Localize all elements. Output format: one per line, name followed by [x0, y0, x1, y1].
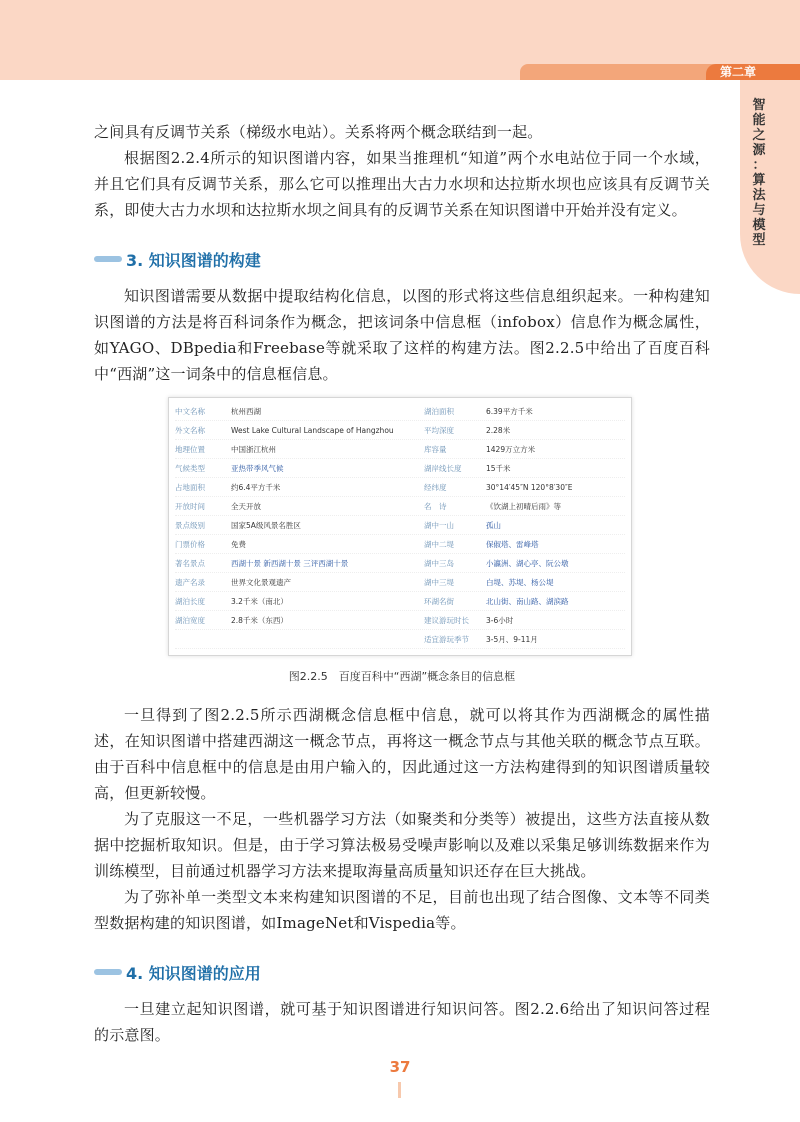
figure-caption: 图2.2.5 百度百科中“西湖”概念条目的信息框 — [288, 670, 516, 683]
infobox-key: 湖泊长度 — [175, 596, 205, 606]
infobox-value: 约6.4平方千米 — [231, 482, 281, 492]
side-title-char: 智 — [752, 98, 766, 113]
infobox-link[interactable]: 亚热带季风气候 — [231, 463, 284, 473]
page-number-tick — [398, 1082, 401, 1098]
infobox-figure — [168, 397, 632, 656]
infobox-key: 遗产名录 — [175, 577, 205, 587]
paragraph: 为了克服这一不足，一些机器学习方法（如聚类和分类等）被提出，这些方法直接从数据中挖掘析取知识。但是，由于学习算法极易受噪声影响以及难以采集足够训练数据来作为训练模型，目前通过机器学习方法来提取海量高质量知识还存在巨大挑战。 — [94, 810, 710, 880]
infobox-value: 3-5月、9-11月 — [486, 634, 538, 644]
side-title-char: 型 — [752, 233, 766, 248]
paragraph: 一旦得到了图2.2.5所示西湖概念信息框中信息，就可以将其作为西湖概念的属性描述，在知识图谱中搭建西湖这一概念节点，再将这一概念节点与其他关联的概念节点互联。由于百科中信息框中的信息是由用户输入的，因此通过这一方法构建得到的知识图谱质量较高，但更新较慢。 — [94, 706, 710, 802]
section-3-title: 3. 知识图谱的构建 — [126, 250, 261, 270]
side-title-char: 能 — [752, 113, 766, 128]
infobox-link[interactable]: 小瀛洲、湖心亭、阮公墩 — [486, 558, 569, 568]
infobox-value: 30°14′45″N 120°8′30″E — [486, 482, 573, 492]
infobox-value: 1429万立方米 — [486, 444, 536, 454]
infobox-value: 2.28米 — [486, 425, 511, 435]
infobox-value: 6.39平方千米 — [486, 406, 533, 416]
side-title-char: 算 — [752, 173, 766, 188]
infobox-key: 地理位置 — [175, 444, 205, 454]
infobox-key: 经纬度 — [424, 482, 447, 492]
infobox-value: 中国浙江杭州 — [231, 444, 276, 454]
infobox-row — [175, 573, 625, 592]
infobox-value: 15千米 — [486, 463, 511, 473]
infobox-key: 湖岸线长度 — [424, 463, 462, 473]
section-heading — [94, 958, 710, 986]
infobox-key: 著名景点 — [175, 558, 205, 568]
infobox-value: 3.2千米（南北） — [231, 596, 288, 606]
paragraph: 根据图2.2.4所示的知识图谱内容，如果当推理机“知道”两个水电站位于同一个水域，并且它们具有反调节关系，那么它可以推理出大古力水坝和达拉斯水坝也应该具有反调节关系，即使大古力水坝和达拉斯水坝之间具有的反调节关系在知识图谱中开始并没有定义。 — [94, 149, 710, 219]
paragraph: 之间具有反调节关系（梯级水电站）。关系将两个概念联结到一起。 — [94, 123, 543, 141]
infobox-row — [175, 535, 625, 554]
chapter-tab: 第二章 — [706, 64, 800, 80]
infobox-value: 世界文化景观遗产 — [231, 577, 291, 587]
paragraph: 一旦建立起知识图谱，就可基于知识图谱进行知识问答。图2.2.6给出了知识问答过程的示意图。 — [94, 1000, 710, 1044]
infobox-value: 全天开放 — [231, 501, 261, 511]
infobox-key: 湖中三堤 — [424, 577, 454, 587]
infobox-row — [175, 421, 625, 440]
paragraph: 为了弥补单一类型文本来构建知识图谱的不足，目前也出现了结合图像、文本等不同类型数据构建的知识图谱，如ImageNet和Vispedia等。 — [94, 888, 710, 932]
infobox-key: 湖泊宽度 — [175, 615, 205, 625]
infobox-value: 免费 — [231, 539, 246, 549]
page-number: 37 — [389, 1058, 411, 1076]
infobox-value: 《饮湖上初晴后雨》等 — [486, 501, 561, 511]
infobox-key: 建议游玩时长 — [424, 615, 469, 625]
side-book-title — [749, 98, 769, 248]
infobox-value: 国家5A级风景名胜区 — [231, 520, 301, 530]
infobox-key: 库容量 — [424, 444, 447, 454]
infobox-row — [175, 497, 625, 516]
side-title-char: 之 — [752, 128, 766, 143]
infobox-key: 湖中一山 — [424, 520, 454, 530]
side-title-char: 模 — [752, 218, 766, 233]
infobox-key: 湖泊面积 — [424, 406, 454, 416]
infobox-key: 开放时间 — [175, 501, 205, 511]
infobox-row — [175, 554, 625, 573]
infobox-value: 杭州西湖 — [231, 406, 261, 416]
infobox-row — [175, 459, 625, 478]
infobox-row — [175, 592, 625, 611]
infobox-key: 门票价格 — [175, 539, 205, 549]
infobox-link[interactable]: 北山街、南山路、湖滨路 — [486, 596, 569, 606]
page-content — [94, 119, 710, 1048]
infobox-row — [175, 478, 625, 497]
infobox-key: 环湖名街 — [424, 596, 454, 606]
side-title-char: 源 — [752, 143, 766, 158]
infobox-key: 占地面积 — [175, 482, 205, 492]
infobox-link[interactable]: 孤山 — [486, 520, 501, 530]
infobox-row — [175, 516, 625, 535]
infobox-key: 气候类型 — [175, 463, 205, 473]
infobox-key: 适宜游玩季节 — [424, 634, 469, 644]
infobox-key: 中文名称 — [175, 406, 205, 416]
heading-bar-icon — [94, 969, 122, 975]
infobox-link[interactable]: 白堤、苏堤、杨公堤 — [486, 577, 554, 587]
infobox-row — [175, 402, 625, 421]
side-title-char: 法 — [752, 188, 766, 203]
infobox-key: 湖中三岛 — [424, 558, 454, 568]
section-4-title: 4. 知识图谱的应用 — [126, 963, 261, 983]
side-title-char: ： — [752, 158, 766, 173]
infobox-row — [175, 611, 625, 630]
infobox-value: 2.8千米（东西） — [231, 615, 288, 625]
infobox-row — [175, 440, 625, 459]
infobox-value: West Lake Cultural Landscape of Hangzhou — [231, 425, 394, 435]
infobox-key: 外文名称 — [175, 425, 205, 435]
infobox-value: 3-6小时 — [486, 615, 514, 625]
infobox-link[interactable]: 西湖十景 新西湖十景 三评西湖十景 — [231, 558, 349, 568]
infobox-row — [175, 630, 625, 649]
infobox-key: 湖中二堤 — [424, 539, 454, 549]
infobox-link[interactable]: 保俶塔、雷峰塔 — [486, 539, 539, 549]
infobox-key: 名 诗 — [424, 501, 447, 511]
side-title-char: 与 — [752, 203, 766, 218]
section-heading — [94, 245, 710, 273]
paragraph: 知识图谱需要从数据中提取结构化信息，以图的形式将这些信息组织起来。一种构建知识图谱的方法是将百科词条作为概念，把该词条中信息框（infobox）信息作为概念属性，如YAGO、DBpedia和Freebase等就采取了这样的构建方法。图2.2.5中给出了百度百科中“西湖”这一词条中的信息框信息。 — [94, 287, 710, 383]
infobox-key: 平均深度 — [424, 425, 454, 435]
infobox-key: 景点级别 — [175, 520, 205, 530]
heading-bar-icon — [94, 256, 122, 262]
